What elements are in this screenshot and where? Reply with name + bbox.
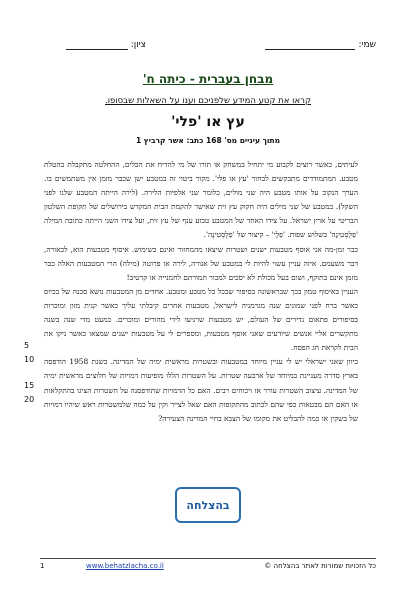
logo-text: בהצלחה bbox=[186, 498, 230, 512]
line-number-15: 15 bbox=[24, 381, 35, 390]
paragraph-4: כיוון שאני ישראלי יש לי עניין מיוחד במטבעות ובשטרות מראשית ימיה של המדינה. בשנת 1958 הודפסה בארץ סדרה מעניינת במיוחד של ארבעה שטרות. על השטרות הללו מופיעות דמויות של חלוצים מראשית ימיה של המדינה. עיצוב השטרות עורר אז ויכוחים רבים. האם כל הדמויות שתודפסנה על השטרות הציגו בהתקלאות או האם הם מבטאות כפי שהם לכתוב מהתקופות האם שאל לצייר וקין על כמה שלמשטרות ראש שיהיו דמויות של בשקין או כמה להבליט את מקומו של הצבא בחיי המדינה הצעירה? bbox=[44, 357, 358, 423]
website-link[interactable]: www.behatzlacha.co.il bbox=[86, 562, 164, 570]
article-source: מתוך עיניים מס' 168 כתב: אשר קרביץ 1 bbox=[135, 136, 281, 145]
line-number-20: 20 bbox=[24, 395, 35, 404]
copyright-text: כל הזכויות שמורות לאתר בהצלחה © bbox=[264, 562, 376, 570]
article-body bbox=[44, 158, 358, 426]
line-number-5: 5 bbox=[24, 341, 30, 350]
student-header bbox=[40, 40, 376, 56]
name-label: שמי: bbox=[358, 40, 376, 50]
line-number-10: 10 bbox=[24, 355, 35, 364]
behatzlacha-logo bbox=[175, 487, 241, 523]
footer-divider bbox=[40, 558, 376, 559]
page-number: 1 bbox=[40, 562, 45, 570]
grade-field[interactable] bbox=[66, 40, 146, 50]
article-title: עץ או 'פלי' bbox=[171, 114, 245, 130]
grade-blank-line[interactable] bbox=[66, 40, 128, 50]
paragraph-2: כבר זמן-מה אני אוסף מטבעות ישנים ושטרות שיצאו מהמחזור ואינם בשימוש. איסוף מטבעות הוא, לכאורה, דבר משעמם. איזה עניין עשוי להיות לי במטבע של אגורה, לירה או פרוטה (מילה) הרי המטבעות האלה כבר מזמן אינם בתוקף, ושום בעל מכולת לא יסכים למכור תמורתם לחמנייה או קרטיב! bbox=[44, 244, 358, 282]
page-footer bbox=[40, 562, 376, 574]
grade-label: ציון: bbox=[130, 40, 146, 50]
name-field[interactable] bbox=[265, 40, 376, 50]
name-blank-line[interactable] bbox=[265, 40, 355, 50]
exam-title: מבחן בעברית - כיתה ח' bbox=[142, 72, 274, 86]
paragraph-3: העניין באיסוף טמון בכך שבראשונה בסיפור שבכל כל מטבע ומטבע. אחדים מן המטבעות נושא סכנה של בכיוס כאשר ברח לפני שמונים שנה מגרמניה לישראל, מטבעות אחרים קיבלתי עליך כאשר קנית מזון ומוכרות בסיפורים פתאום נדירים של העולם, יש מטבעות שרגיעו לידי מהורים ומוכרים. כמעט מדי שנה בשנה מתקשרים אליי אנשים שיודעים שאני אוסף מטבעות, ומספרים לי על מטבעות ישנים שמצאו כאשר ניקו את הבית לקראת חג הפסח. bbox=[44, 286, 358, 353]
instruction-text: קראו את קטע המידע שלפניכם וענו על השאלות שבסופו. bbox=[105, 96, 311, 106]
paragraph-1: לעיתים, כאשר רוצים לקבוע מי יתחיל במשחק או תורו של מי להדיח את הכלים, ההחלטה מתקבלת בהטלת מטבע. המתמודדים מתבקשים לבחור 'עץ או פלי'. מקור ביטוי זה במטבע ישן שכבר מזמן אין משתמשים בו. הערך הנקוב על אותו מטבע היה שני מולים, כלומר שני אלפיות הלירה. (לירה הייתה המטבע שלנו לפני השקל). במטבע של שני מילים היה חקוק עץ זית שאישר להקמת הבית המקדש בירושלים של תקופת השלטון הבריטי על ארץ ישראל. על צידו האחד של המטבע טבוע ענף של עץ זית, ועל צידו השני הייתה כתובה המילה 'פַלֶסְטִינָה' בשלוש שפות. 'פַלֶי' – קיצור של 'פַלֶסְטִינָה'. bbox=[44, 160, 358, 240]
